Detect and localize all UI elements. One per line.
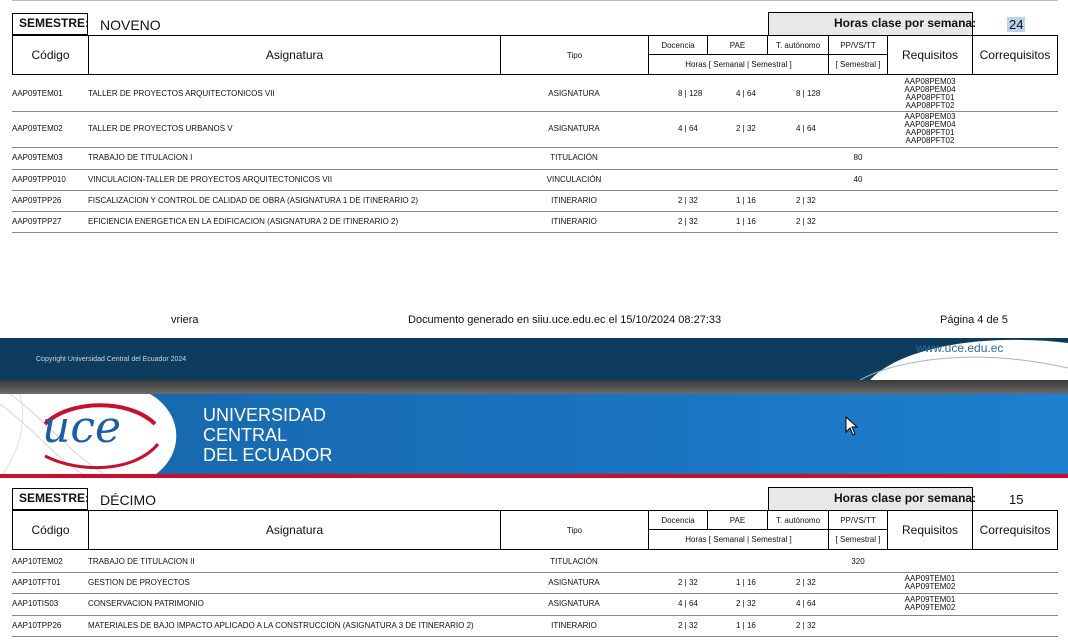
hours-label: Horas clase por semana: <box>834 16 977 30</box>
table-row <box>12 147 1058 170</box>
cell-requisitos <box>892 575 968 591</box>
requisito-code: AAP09TEM02 <box>904 581 956 591</box>
cell-asignatura: VINCULACION-TALLER DE PROYECTOS ARQUITECTONICOS VII <box>88 175 333 184</box>
table-row <box>12 552 1058 573</box>
requisito-code: AAP08PFT02 <box>905 100 955 110</box>
cell-ppvs: 320 <box>851 557 865 566</box>
requisito-code: AAP08PEM03 <box>904 112 956 121</box>
cell-autonomo: 2 | 32 <box>796 196 816 205</box>
footer-generated: Documento generado en siiu.uce.edu.ec el 15/10/2024 08:27:33 <box>408 314 722 326</box>
cell-codigo: AAP10TIS03 <box>12 599 59 608</box>
copyright-bar <box>0 338 1068 380</box>
cell-tipo: ITINERARIO <box>551 621 597 630</box>
col-asignatura-header: Asignatura <box>88 35 501 75</box>
cell-autonomo: 8 | 128 <box>796 89 821 98</box>
banner-red-stripe <box>0 474 1068 478</box>
cell-asignatura: EFICIENCIA ENERGETICA EN LA EDIFICACION (ASIGNATURA 2 DE ITINERARIO 2) <box>88 217 399 226</box>
cell-tipo: ASIGNATURA <box>548 124 600 133</box>
cell-docencia: 4 | 64 <box>678 124 698 133</box>
footer-page: Página 4 de 5 <box>940 314 1008 326</box>
requisito-code: AAP08PFT02 <box>905 136 955 145</box>
col-horas-header: Horas [ Semanal | Semestral ] <box>648 529 829 550</box>
semester-label: SEMESTRE: <box>19 16 90 30</box>
cell-pae: 4 | 64 <box>736 89 756 98</box>
cell-pae: 2 | 32 <box>736 124 756 133</box>
cell-tipo: ITINERARIO <box>551 196 597 205</box>
cell-tipo: ASIGNATURA <box>548 89 600 98</box>
col-horas-header: Horas [ Semanal | Semestral ] <box>648 54 829 75</box>
cell-docencia: 2 | 32 <box>678 196 698 205</box>
page-separator <box>0 380 1068 394</box>
cell-autonomo: 4 | 64 <box>796 599 816 608</box>
requisito-code: AAP08PEM04 <box>904 84 956 94</box>
table-row <box>12 169 1058 191</box>
col-requisitos-header: Requisitos <box>887 35 973 75</box>
cell-asignatura: TRABAJO DE TITULACION I <box>88 153 193 162</box>
col-asignatura-header: Asignatura <box>88 510 501 550</box>
semester-value: NOVENO <box>100 17 161 33</box>
cell-requisitos <box>892 596 968 612</box>
col-docencia-header: Docencia <box>648 35 708 55</box>
cell-docencia: 8 | 128 <box>678 89 703 98</box>
cell-pae: 2 | 32 <box>736 599 756 608</box>
cell-docencia: 2 | 32 <box>678 217 698 226</box>
col-autonomo-header: T. autónomo <box>767 35 829 55</box>
cell-tipo: TITULACIÓN <box>550 153 598 162</box>
cell-tipo: TITULACIÓN <box>550 557 598 566</box>
requisito-code: AAP08PEM04 <box>904 120 956 129</box>
table-row <box>12 76 1058 112</box>
cell-requisitos <box>892 113 968 145</box>
col-codigo-header: Código <box>12 35 89 75</box>
table-row <box>12 572 1058 594</box>
table-row <box>12 190 1058 212</box>
table-row <box>12 615 1058 637</box>
hours-value-2: 15 <box>1009 492 1024 507</box>
university-name-line1: UNIVERSIDAD <box>203 405 327 425</box>
col-tipo-header: Tipo <box>500 510 649 550</box>
mouse-cursor-icon <box>845 416 859 436</box>
university-banner <box>0 394 1068 478</box>
semester-label-2: SEMESTRE: <box>19 491 90 505</box>
col-autonomo-header: T. autónomo <box>767 510 829 530</box>
cell-asignatura: TALLER DE PROYECTOS ARQUITECTONICOS VII <box>88 89 275 98</box>
cell-ppvs: 40 <box>853 175 863 184</box>
col-correquisitos-header: Correquisitos <box>972 510 1058 550</box>
table-row <box>12 111 1058 148</box>
top-divider <box>12 0 1058 1</box>
col-ppvs-header: PP/VS/TT <box>828 510 888 530</box>
hours-value[interactable]: 24 <box>1009 17 1024 32</box>
cell-asignatura: FISCALIZACION Y CONTROL DE CALIDAD DE OBRA (ASIGNATURA 1 DE ITINERARIO 2) <box>88 196 418 205</box>
logo-lettering: uce <box>42 402 122 453</box>
cell-docencia: 4 | 64 <box>678 599 698 608</box>
footer-user: vriera <box>171 314 199 326</box>
cell-pae: 1 | 16 <box>736 578 756 587</box>
cell-tipo: ITINERARIO <box>551 217 597 226</box>
cell-tipo: VINCULACIÓN <box>546 175 602 184</box>
requisito-code: AAP08PFT01 <box>905 128 955 137</box>
cell-codigo: AAP09TPP27 <box>12 217 62 226</box>
col-requisitos-header: Requisitos <box>887 510 973 550</box>
university-name-line2: CENTRAL <box>203 425 288 445</box>
col-docencia-header: Docencia <box>648 510 708 530</box>
requisito-code: AAP09TEM01 <box>904 595 956 604</box>
cell-pae: 1 | 16 <box>736 621 756 630</box>
hours-label-2: Horas clase por semana: <box>834 491 977 505</box>
cell-docencia: 2 | 32 <box>678 578 698 587</box>
col-ppvs-header: PP/VS/TT <box>828 35 888 55</box>
col-pae-header: PAE <box>707 35 768 55</box>
cell-codigo: AAP09TEM01 <box>12 89 63 98</box>
site-url[interactable]: www.uce.edu.ec <box>916 341 1004 355</box>
col-tipo-header: Tipo <box>500 35 649 75</box>
cell-tipo: ASIGNATURA <box>548 599 600 608</box>
col-semestral-header: [ Semestral ] <box>828 54 888 75</box>
col-correquisitos-header: Correquisitos <box>972 35 1058 75</box>
cell-pae: 1 | 16 <box>736 217 756 226</box>
cell-asignatura: CONSERVACION PATRIMONIO <box>88 599 204 608</box>
cell-ppvs: 80 <box>853 153 863 162</box>
cell-asignatura: TALLER DE PROYECTOS URBANOS V <box>88 124 233 133</box>
requisito-code: AAP08PFT01 <box>905 92 955 102</box>
col-pae-header: PAE <box>707 510 768 530</box>
cell-asignatura: GESTION DE PROYECTOS <box>88 578 190 587</box>
cell-autonomo: 2 | 32 <box>796 217 816 226</box>
cell-codigo: AAP09TEM03 <box>12 153 63 162</box>
requisito-code: AAP09TEM01 <box>904 573 956 583</box>
university-name-line3: DEL ECUADOR <box>203 445 333 465</box>
cell-asignatura: TRABAJO DE TITULACION II <box>88 557 195 566</box>
cell-autonomo: 4 | 64 <box>796 124 816 133</box>
requisito-code: AAP09TEM02 <box>904 603 956 612</box>
cell-docencia: 2 | 32 <box>678 621 698 630</box>
cell-codigo: AAP09TEM02 <box>12 124 63 133</box>
table-row <box>12 593 1058 616</box>
cell-pae: 1 | 16 <box>736 196 756 205</box>
copyright-text: Copyright Universidad Central del Ecuador 2024 <box>36 356 187 363</box>
cell-autonomo: 2 | 32 <box>796 578 816 587</box>
col-semestral-header: [ Semestral ] <box>828 529 888 550</box>
cell-codigo: AAP10TPP26 <box>12 621 62 630</box>
requisito-code: AAP08PEM03 <box>904 76 956 86</box>
cell-requisitos <box>892 78 968 110</box>
cell-codigo: AAP09TPP010 <box>12 175 66 184</box>
semester-value-2: DÉCIMO <box>100 492 156 508</box>
cell-codigo: AAP10TFT01 <box>12 578 61 587</box>
cell-autonomo: 2 | 32 <box>796 621 816 630</box>
cell-asignatura: MATERIALES DE BAJO IMPACTO APLICADO A LA CONSTRUCCION (ASIGNATURA 3 DE ITINERARIO 2) <box>88 621 474 630</box>
table-row <box>12 211 1058 233</box>
col-codigo-header: Código <box>12 510 89 550</box>
cell-tipo: ASIGNATURA <box>548 578 600 587</box>
cell-codigo: AAP10TEM02 <box>12 557 63 566</box>
cell-codigo: AAP09TPP26 <box>12 196 62 205</box>
